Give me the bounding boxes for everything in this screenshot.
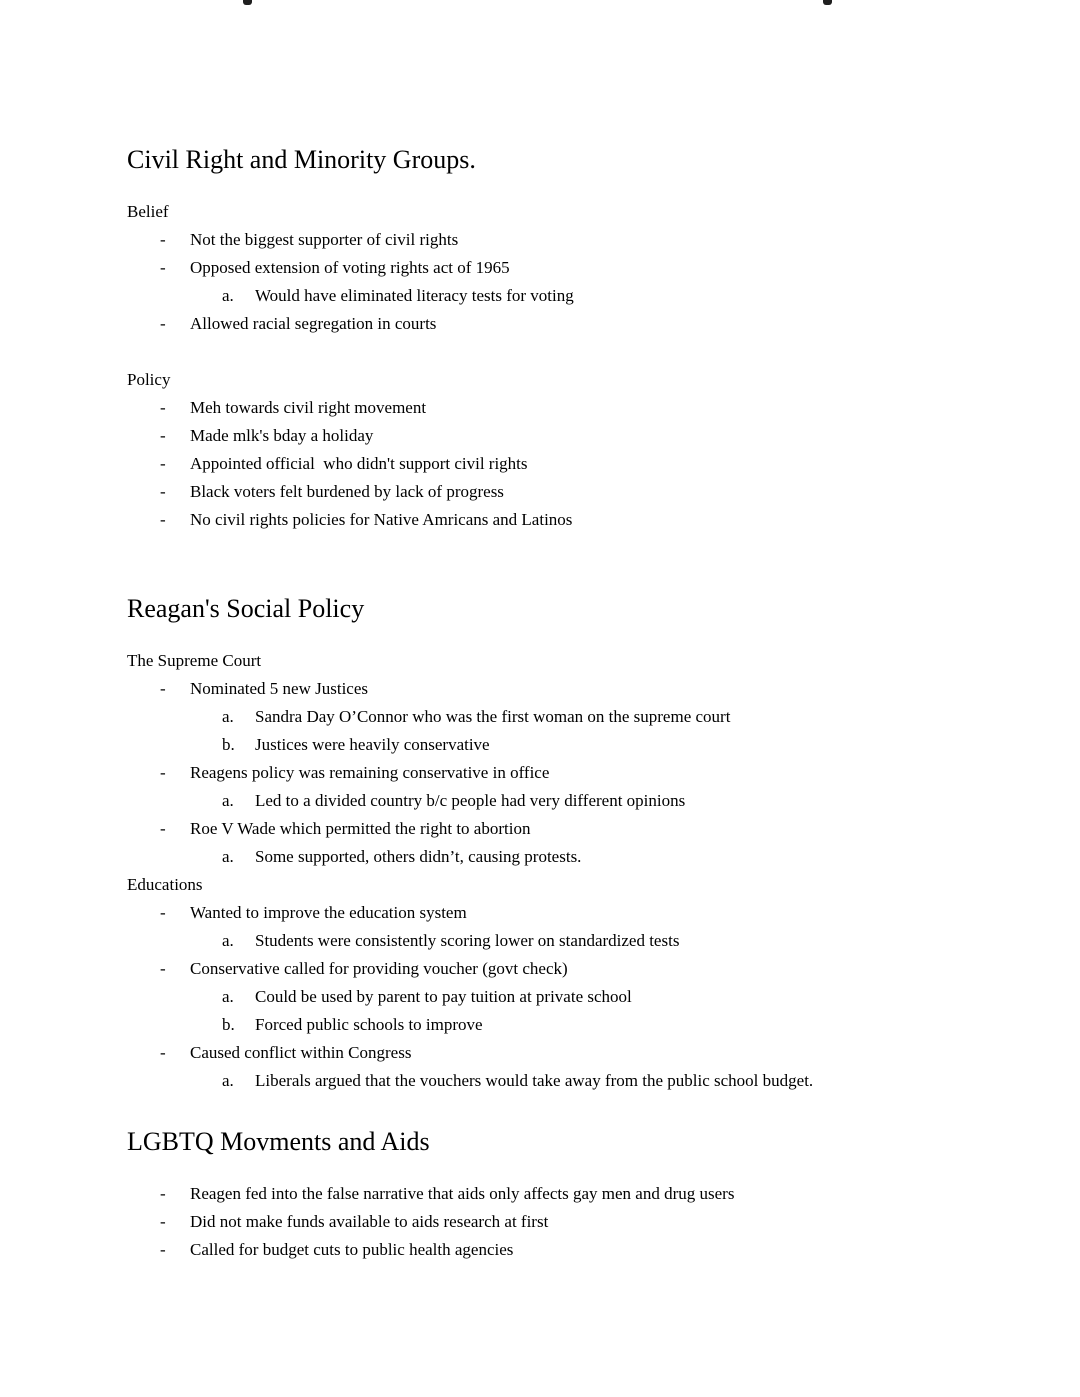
- group-label: Educations: [127, 875, 203, 894]
- bullet-list: [127, 1180, 989, 1264]
- blank-line: [127, 338, 989, 366]
- list-item: [127, 675, 989, 759]
- list-item: [127, 422, 989, 450]
- bullet-dash-marker: -: [160, 1184, 166, 1203]
- document-section: [127, 534, 989, 1095]
- bullet-dash-marker: -: [160, 454, 166, 473]
- sub-item-letter-marker: a.: [222, 987, 234, 1006]
- bullet-dash-marker: -: [160, 1240, 166, 1259]
- bullet-dash-marker: -: [160, 398, 166, 417]
- list-item-line: [127, 450, 989, 478]
- blank-line: [127, 534, 989, 562]
- sub-item-letter-marker: a.: [222, 931, 234, 950]
- list-item-line: [127, 310, 989, 338]
- sub-list-item-line: [127, 787, 989, 815]
- list-item: [127, 1039, 989, 1095]
- sub-item-text: Led to a divided country b/c people had very different opinions: [255, 791, 686, 810]
- sub-list-item-line: [127, 927, 989, 955]
- list-item-line: [127, 226, 989, 254]
- list-item-line: [127, 422, 989, 450]
- list-item: [127, 226, 989, 254]
- sub-list-item-line: [127, 703, 989, 731]
- list-item-text: Not the biggest supporter of civil rights: [190, 230, 459, 249]
- list-item-text: Roe V Wade which permitted the right to abortion: [190, 819, 531, 838]
- list-item-text: Reagens policy was remaining conservative in office: [190, 763, 550, 782]
- list-item: [127, 1236, 989, 1264]
- sub-list-item-line: [127, 731, 989, 759]
- bullet-dash-marker: -: [160, 819, 166, 838]
- bullet-dash-marker: -: [160, 482, 166, 501]
- list-item-line: [127, 759, 989, 787]
- list-item-line: [127, 1180, 989, 1208]
- list-item-line: [127, 254, 989, 282]
- bullet-list: [127, 675, 989, 871]
- group-label: Policy: [127, 370, 171, 389]
- section-heading: Reagan's Social Policy: [127, 594, 365, 623]
- group-label: Belief: [127, 202, 169, 221]
- bullet-dash-marker: -: [160, 1043, 166, 1062]
- list-item: [127, 1208, 989, 1236]
- list-item: [127, 394, 989, 422]
- sub-list-item-line: [127, 1011, 989, 1039]
- bullet-dash-marker: -: [160, 679, 166, 698]
- sub-item-letter-marker: a.: [222, 286, 234, 305]
- list-item-text: Allowed racial segregation in courts: [190, 314, 437, 333]
- sub-item-letter-marker: a.: [222, 707, 234, 726]
- list-item-text: Opposed extension of voting rights act of 1965: [190, 258, 510, 277]
- list-item: [127, 450, 989, 478]
- list-item-line: [127, 1039, 989, 1067]
- list-item: [127, 955, 989, 1039]
- list-item: [127, 815, 989, 871]
- sub-list-item-line: [127, 282, 989, 310]
- sub-item-text: Would have eliminated literacy tests for voting: [255, 286, 574, 305]
- sub-item-text: Liberals argued that the vouchers would take away from the public school budget.: [255, 1071, 814, 1090]
- sub-item-text: Forced public schools to improve: [255, 1015, 483, 1034]
- list-item-text: Made mlk's bday a holiday: [190, 426, 374, 445]
- list-item: [127, 899, 989, 955]
- list-item-text: Called for budget cuts to public health agencies: [190, 1240, 514, 1259]
- list-item: [127, 759, 989, 815]
- list-item-line: [127, 955, 989, 983]
- sub-item-text: Some supported, others didn’t, causing protests.: [255, 847, 582, 866]
- sub-item-letter-marker: a.: [222, 791, 234, 810]
- document-content: [127, 0, 989, 1264]
- sub-list-item-line: [127, 983, 989, 1011]
- list-item-line: [127, 394, 989, 422]
- group-label: The Supreme Court: [127, 651, 262, 670]
- bullet-dash-marker: -: [160, 763, 166, 782]
- list-item-text: Reagen fed into the false narrative that aids only affects gay men and drug users: [190, 1184, 735, 1203]
- list-item: [127, 506, 989, 534]
- list-item-text: Wanted to improve the education system: [190, 903, 467, 922]
- bullet-list: [127, 899, 989, 1095]
- sub-item-text: Justices were heavily conservative: [255, 735, 490, 754]
- sub-list-item-line: [127, 843, 989, 871]
- list-item-text: Appointed official who didn't support civil rights: [190, 454, 528, 473]
- bullet-dash-marker: -: [160, 230, 166, 249]
- list-item-line: [127, 1236, 989, 1264]
- bullet-list: [127, 226, 989, 338]
- sub-item-letter-marker: b.: [222, 1015, 235, 1034]
- list-item-text: No civil rights policies for Native Amricans and Latinos: [190, 510, 573, 529]
- bullet-dash-marker: -: [160, 314, 166, 333]
- bullet-dash-marker: -: [160, 510, 166, 529]
- list-item: [127, 254, 989, 310]
- list-item-line: [127, 815, 989, 843]
- list-item-line: [127, 899, 989, 927]
- list-item: [127, 1180, 989, 1208]
- bullet-dash-marker: -: [160, 959, 166, 978]
- list-item-text: Meh towards civil right movement: [190, 398, 427, 417]
- sub-item-text: Sandra Day O’Connor who was the first woman on the supreme court: [255, 707, 731, 726]
- sub-item-letter-marker: a.: [222, 847, 234, 866]
- list-item: [127, 478, 989, 506]
- list-item-text: Black voters felt burdened by lack of progress: [190, 482, 504, 501]
- sub-item-letter-marker: a.: [222, 1071, 234, 1090]
- section-heading: LGBTQ Movments and Aids: [127, 1127, 430, 1156]
- list-item-line: [127, 1208, 989, 1236]
- list-item-line: [127, 478, 989, 506]
- bullet-dash-marker: -: [160, 258, 166, 277]
- list-item-text: Nominated 5 new Justices: [190, 679, 368, 698]
- bullet-dash-marker: -: [160, 426, 166, 445]
- sub-item-letter-marker: b.: [222, 735, 235, 754]
- list-item-text: Conservative called for providing voucher (govt check): [190, 959, 568, 978]
- document-section: [127, 1125, 989, 1264]
- bullet-dash-marker: -: [160, 903, 166, 922]
- section-heading: Civil Right and Minority Groups.: [127, 145, 476, 174]
- list-item-line: [127, 675, 989, 703]
- list-item-line: [127, 506, 989, 534]
- list-item-text: Caused conflict within Congress: [190, 1043, 412, 1062]
- bullet-dash-marker: -: [160, 1212, 166, 1231]
- sub-list-item-line: [127, 1067, 989, 1095]
- sub-item-text: Could be used by parent to pay tuition at private school: [255, 987, 632, 1006]
- sub-item-text: Students were consistently scoring lower on standardized tests: [255, 931, 680, 950]
- bullet-list: [127, 394, 989, 534]
- list-item-text: Did not make funds available to aids research at first: [190, 1212, 549, 1231]
- document-section: [127, 143, 989, 534]
- list-item: [127, 310, 989, 338]
